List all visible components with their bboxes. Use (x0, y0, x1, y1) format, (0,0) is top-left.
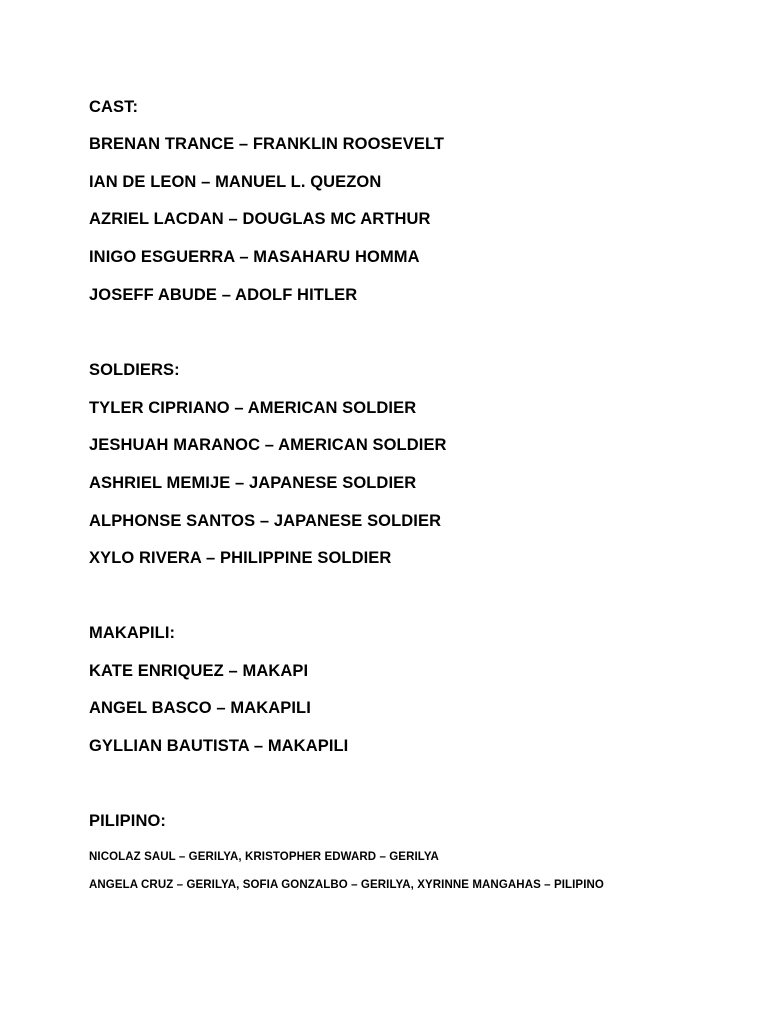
soldiers-line: ASHRIEL MEMIJE – JAPANESE SOLDIER (89, 474, 417, 492)
makapili-line: ANGEL BASCO – MAKAPILI (89, 699, 311, 717)
cast-line: JOSEFF ABUDE – ADOLF HITLER (89, 286, 358, 304)
section-heading-pilipino: PILIPINO: (89, 812, 166, 830)
pilipino-line: NICOLAZ SAUL – GERILYA, KRISTOPHER EDWARD – GERILYA (89, 851, 439, 863)
makapili-line: GYLLIAN BAUTISTA – MAKAPILI (89, 737, 349, 755)
section-heading-soldiers: SOLDIERS: (89, 361, 180, 379)
pilipino-line: ANGELA CRUZ – GERILYA, SOFIA GONZALBO – GERILYA, XYRINNE MANGAHAS – PILIPINO (89, 879, 604, 891)
cast-line: BRENAN TRANCE – FRANKLIN ROOSEVELT (89, 135, 445, 153)
soldiers-line: XYLO RIVERA – PHILIPPINE SOLDIER (89, 549, 392, 567)
cast-line: INIGO ESGUERRA – MASAHARU HOMMA (89, 248, 420, 266)
soldiers-line: TYLER CIPRIANO – AMERICAN SOLDIER (89, 399, 417, 417)
soldiers-line: ALPHONSE SANTOS – JAPANESE SOLDIER (89, 512, 442, 530)
soldiers-line: JESHUAH MARANOC – AMERICAN SOLDIER (89, 436, 447, 454)
makapili-line: KATE ENRIQUEZ – MAKAPI (89, 662, 309, 680)
cast-line: AZRIEL LACDAN – DOUGLAS MC ARTHUR (89, 210, 431, 228)
section-heading-makapili: MAKAPILI: (89, 624, 176, 642)
cast-line: IAN DE LEON – MANUEL L. QUEZON (89, 173, 382, 191)
section-heading-cast: CAST: (89, 98, 139, 116)
